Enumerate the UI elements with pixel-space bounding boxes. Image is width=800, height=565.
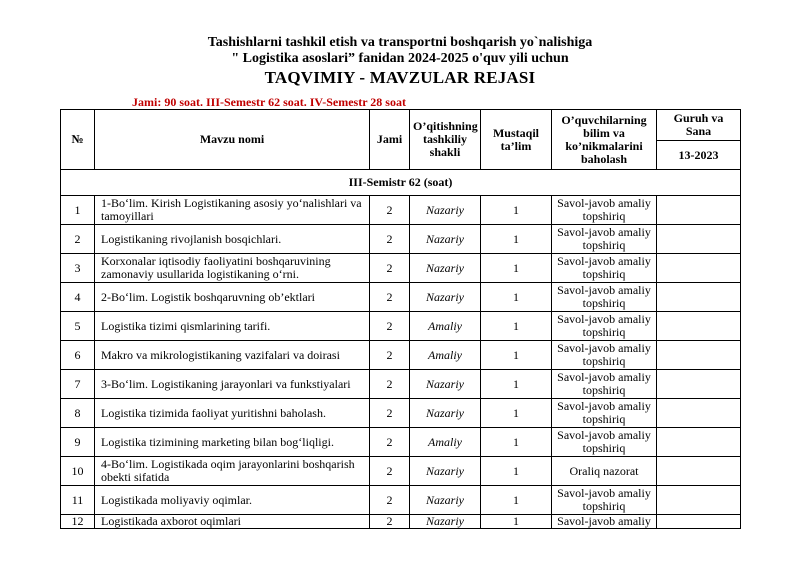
row-guruh [657,486,741,515]
row-baho-line-1: Savol-javob amaliy [557,196,651,210]
row-shakl: Nazariy [410,457,481,486]
table-row [61,486,741,515]
row-jami: 2 [370,341,410,370]
row-jami: 2 [370,283,410,312]
row-mavzu: Makro va mikrologistikaning vazifalari va doirasi [95,341,370,370]
row-mavzu: Logistikada axborot oqimlari [95,515,370,529]
row-guruh [657,515,741,529]
row-shakl: Nazariy [410,225,481,254]
row-baho [552,370,657,399]
row-mavzu: 2-Bo‘lim. Logistik boshqaruvning ob’ektlari [95,283,370,312]
table-row [61,312,741,341]
row-num: 9 [61,428,95,457]
table-row [61,399,741,428]
row-baho-line-2: topshiriq [582,209,626,223]
row-num: 3 [61,254,95,283]
row-num: 5 [61,312,95,341]
row-baho [552,254,657,283]
row-jami: 2 [370,196,410,225]
row-num: 8 [61,399,95,428]
row-jami: 2 [370,486,410,515]
row-baho [552,312,657,341]
header-line-2: " Logistika asoslari” fanidan 2024-2025 o'quv yili uchun [231,51,569,66]
row-baho [552,196,657,225]
row-shakl: Nazariy [410,486,481,515]
row-baho-line-1: Savol-javob amaliy [557,225,651,239]
table-row [61,254,741,283]
col-header-baho: O’quvchilarning bilim va ko’nikmalarini baholash [552,110,657,170]
col-header-shakl: O’qitishning tashkiliy shakli [410,110,481,170]
row-mavzu: Korxonalar iqtisodiy faoliyatini boshqaruvining zamonaviy usullarida logistikaning o‘rni. [95,254,370,283]
row-mustaqil: 1 [481,486,552,515]
row-guruh [657,341,741,370]
row-mavzu: Logistikaning rivojlanish bosqichlari. [95,225,370,254]
row-baho-line-1: Savol-javob amaliy [557,312,651,326]
row-guruh [657,283,741,312]
row-baho-line-2: topshiriq [582,354,626,368]
row-shakl: Amaliy [410,428,481,457]
row-shakl: Amaliy [410,312,481,341]
plan-table [60,109,741,529]
row-mustaqil: 1 [481,399,552,428]
row-mustaqil: 1 [481,515,552,529]
row-guruh [657,196,741,225]
row-baho [552,225,657,254]
row-mavzu: 1-Bo‘lim. Kirish Logistikaning asosiy yo‘nalishlari va tamoyillari [95,196,370,225]
row-baho-line-2: topshiriq [582,267,626,281]
row-baho-line-1: Savol-javob amaliy [557,514,651,528]
row-shakl: Nazariy [410,196,481,225]
row-jami: 2 [370,428,410,457]
row-mavzu: Logistikada moliyaviy oqimlar. [95,486,370,515]
row-num: 4 [61,283,95,312]
row-shakl: Nazariy [410,254,481,283]
row-baho-line-2: topshiriq [582,238,626,252]
row-num: 7 [61,370,95,399]
row-baho-line-2: topshiriq [582,412,626,426]
row-mustaqil: 1 [481,196,552,225]
row-mustaqil: 1 [481,254,552,283]
table-row [61,370,741,399]
col-header-guruh-code: 13-2023 [657,141,741,170]
row-jami: 2 [370,457,410,486]
row-jami: 2 [370,225,410,254]
row-guruh [657,457,741,486]
row-baho-line-2: topshiriq [582,441,626,455]
row-guruh [657,225,741,254]
row-baho [552,515,657,529]
row-shakl: Nazariy [410,515,481,529]
header-line-1: Tashishlarni tashkil etish va transportni boshqarish yo`nalishiga [207,35,593,50]
row-baho-line-2: topshiriq [582,383,626,397]
row-mustaqil: 1 [481,283,552,312]
row-guruh [657,254,741,283]
row-num: 10 [61,457,95,486]
row-jami: 2 [370,370,410,399]
col-header-jami: Jami [370,110,410,170]
col-header-mustaqil: Mustaqil ta’lim [481,110,552,170]
table-row [61,428,741,457]
row-jami: 2 [370,312,410,341]
row-jami: 2 [370,399,410,428]
row-baho [552,399,657,428]
row-guruh [657,399,741,428]
row-baho-line-2: topshiriq [582,325,626,339]
row-mustaqil: 1 [481,312,552,341]
row-num: 6 [61,341,95,370]
col-header-guruh: Guruh va Sana [657,110,741,141]
row-baho-line-2: topshiriq [582,499,626,513]
row-baho-line-1: Savol-javob amaliy [557,341,651,355]
row-shakl: Nazariy [410,370,481,399]
row-baho-line-2: topshiriq [582,296,626,310]
row-jami: 2 [370,515,410,529]
row-mustaqil: 1 [481,225,552,254]
table-row [61,196,741,225]
table-row [61,341,741,370]
row-mustaqil: 1 [481,457,552,486]
row-guruh [657,428,741,457]
row-shakl: Nazariy [410,283,481,312]
row-mavzu: 3-Bo‘lim. Logistikaning jarayonlari va funkstiyalari [95,370,370,399]
row-baho [552,283,657,312]
row-baho-line-1: Savol-javob amaliy [557,399,651,413]
row-mavzu: 4-Bo‘lim. Logistikada oqim jarayonlarini boshqarish obekti sifatida [95,457,370,486]
col-header-mavzu: Mavzu nomi [95,110,370,170]
row-shakl: Amaliy [410,341,481,370]
row-baho-line-1: Savol-javob amaliy [557,370,651,384]
row-guruh [657,370,741,399]
row-baho-line-1: Savol-javob amaliy [557,254,651,268]
row-baho-line-1: Oraliq nazorat [569,463,639,478]
col-header-num: № [61,110,95,170]
row-baho [552,341,657,370]
table-row [61,515,741,529]
row-baho [552,486,657,515]
row-mustaqil: 1 [481,370,552,399]
table-row [61,225,741,254]
row-baho-line-1: Savol-javob amaliy [557,486,651,500]
row-num: 12 [61,515,95,529]
row-num: 2 [61,225,95,254]
section-title: III-Semistr 62 (soat) [61,170,741,196]
row-baho-line-1: Savol-javob amaliy [557,428,651,442]
row-baho [552,428,657,457]
document-title: TAQVIMIY - MAVZULAR REJASI [264,68,536,87]
row-baho [552,457,657,486]
row-mavzu: Logistika tizimi qismlarining tarifi. [95,312,370,341]
row-mustaqil: 1 [481,341,552,370]
table-row [61,283,741,312]
row-shakl: Nazariy [410,399,481,428]
table-row [61,457,741,486]
row-mavzu: Logistika tizimining marketing bilan bog‘liqligi. [95,428,370,457]
row-baho-line-1: Savol-javob amaliy [557,283,651,297]
row-jami: 2 [370,254,410,283]
row-guruh [657,312,741,341]
row-mustaqil: 1 [481,428,552,457]
row-num: 11 [61,486,95,515]
row-num: 1 [61,196,95,225]
hours-summary: Jami: 90 soat. III-Semestr 62 soat. IV-Semestr 28 soat [132,95,406,109]
row-mavzu: Logistika tizimida faoliyat yuritishni baholash. [95,399,370,428]
